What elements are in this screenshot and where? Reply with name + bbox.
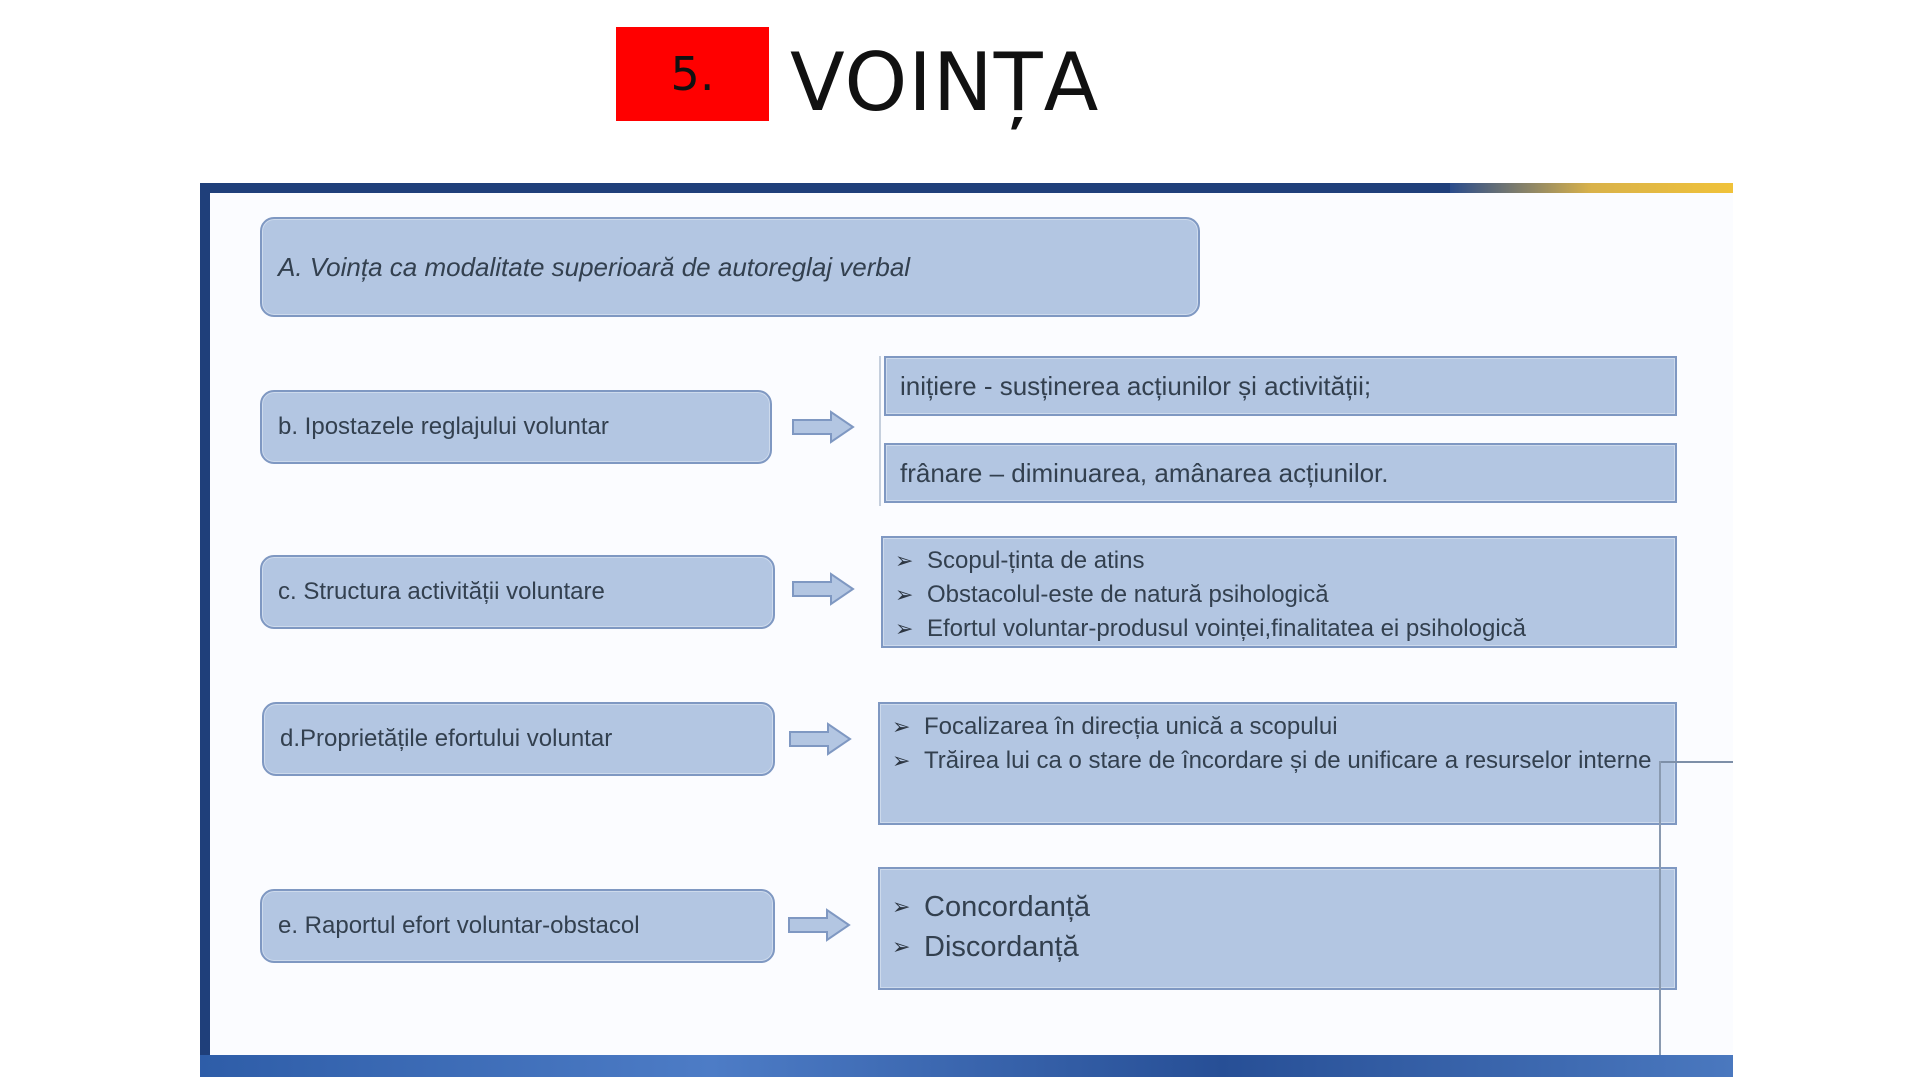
arrowhead-bullet-icon: ➢ (892, 894, 911, 919)
bullet-text: Efortul voluntar-produsul voinței,finalitatea ei psihologică (927, 615, 1527, 642)
page-title: VOINȚA (790, 36, 1100, 129)
arrowhead-bullet-icon: ➢ (892, 934, 911, 959)
arrowhead-bullet-icon: ➢ (895, 582, 914, 607)
connector-line (1659, 761, 1733, 763)
bullet-text: Concordanță (924, 891, 1091, 923)
bullets-box-c (881, 536, 1677, 648)
slide-top-accent (1450, 183, 1733, 193)
box-b-1 (884, 356, 1677, 416)
label-e: e. Raportul efort voluntar-obstacol (278, 912, 640, 939)
heading-box (260, 217, 1200, 317)
box-b-2-text: frânare – diminuarea, amânarea acțiunilor. (900, 457, 1389, 488)
label-d: d.Proprietățile efortului voluntar (280, 725, 613, 752)
list-item (895, 612, 1663, 646)
bullet-text: Obstacolul-este de natură psihologică (927, 581, 1329, 608)
label-box-c (260, 555, 775, 629)
section-number-badge (616, 27, 769, 121)
list-item (895, 578, 1663, 612)
slide-bottom-accent (200, 1055, 1733, 1077)
box-b-1-text: inițiere - susținerea acțiunilor și activității; (900, 370, 1372, 401)
arrow-right-icon (787, 908, 851, 942)
arrow-right-icon (788, 722, 852, 756)
label-b: b. Ipostazele reglajului voluntar (278, 413, 609, 440)
list-item (895, 544, 1663, 578)
list-item (892, 887, 1663, 927)
arrowhead-bullet-icon: ➢ (892, 748, 911, 773)
bullet-text: Trăirea lui ca o stare de încordare și de unificare a resurselor interne (924, 747, 1652, 774)
connector-line (1659, 761, 1661, 1055)
bullet-text: Focalizarea în direcția unică a scopului (924, 713, 1338, 740)
bullet-text: Scopul-ținta de atins (927, 547, 1145, 574)
arrow-right-icon (791, 410, 855, 444)
label-box-b (260, 390, 772, 464)
bullets-box-d (878, 702, 1677, 825)
label-box-d (262, 702, 775, 776)
list-item (892, 744, 1663, 778)
heading-text: A. Voința ca modalitate superioară de autoreglaj verbal (278, 251, 911, 282)
bullet-text: Discordanță (924, 931, 1079, 963)
slide-image (200, 183, 1733, 1077)
list-item (892, 927, 1663, 967)
label-box-e (260, 889, 775, 963)
arrowhead-bullet-icon: ➢ (895, 548, 914, 573)
list-item (892, 710, 1663, 744)
box-b-2 (884, 443, 1677, 503)
label-c: c. Structura activității voluntare (278, 578, 605, 605)
section-number: 5. (670, 47, 715, 101)
arrowhead-bullet-icon: ➢ (892, 714, 911, 739)
slide-content (210, 193, 1733, 1055)
arrowhead-bullet-icon: ➢ (895, 616, 914, 641)
bullets-box-e (878, 867, 1677, 990)
arrow-right-icon (791, 572, 855, 606)
